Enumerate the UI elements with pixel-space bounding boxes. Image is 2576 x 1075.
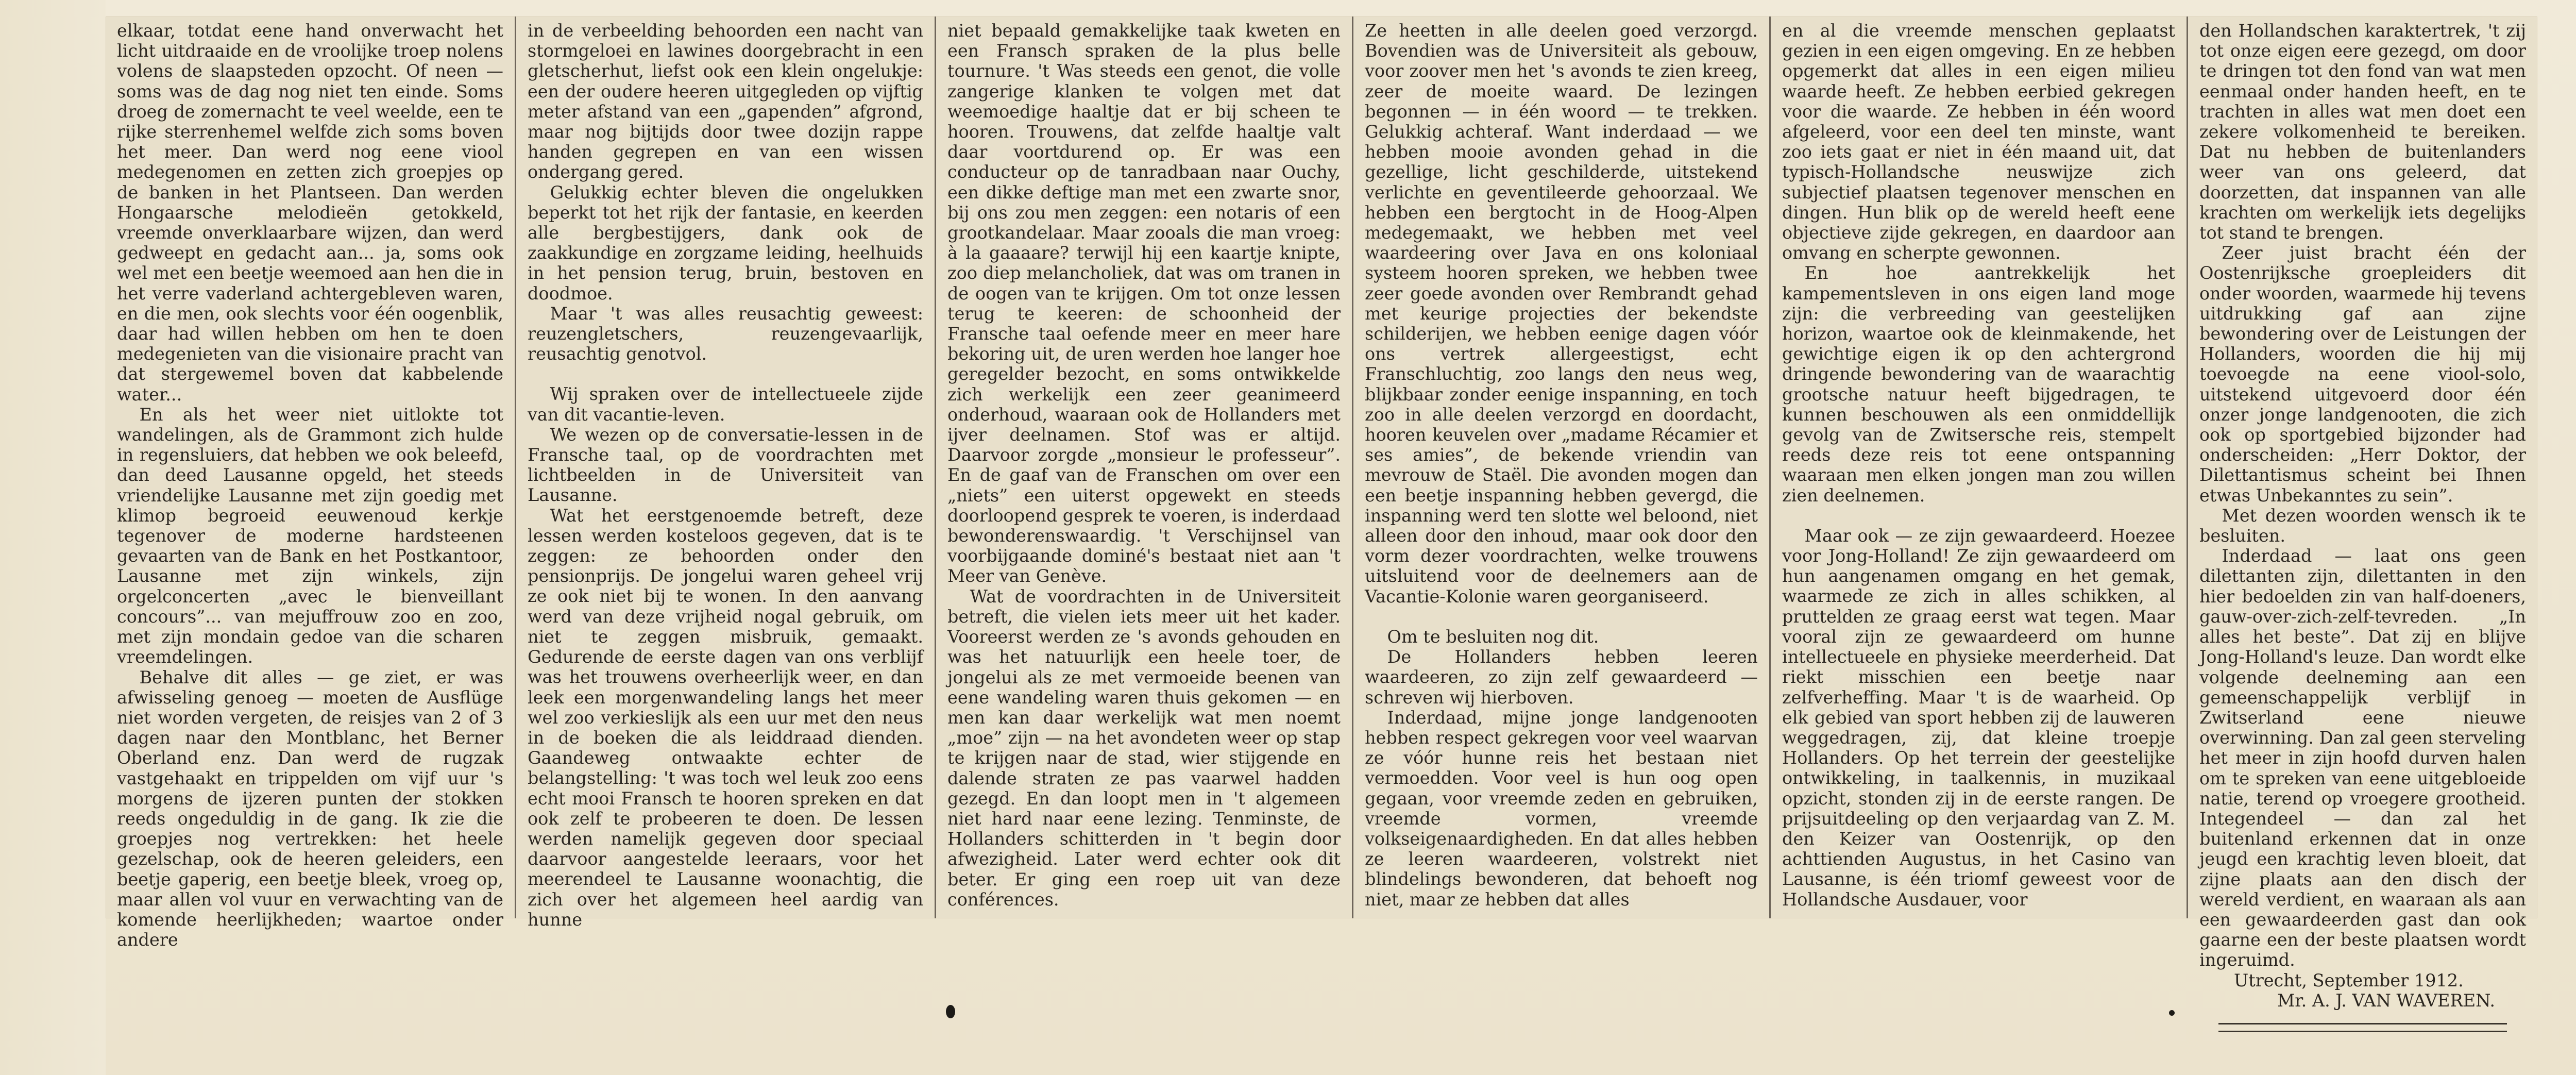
- column-2-paragraph: Wij spraken over de intellectueele zijde van dit vacantie-leven.: [528, 384, 923, 425]
- column-6-paragraph: Inderdaad — laat ons geen dilettanten zijn, dilettanten in den hier bedoelden zin van half-doeners, gauw-over-zich-zelf-tevreden. „In alles het beste”. Dat zij en blijve Jong-Holland's leuze. Dan wordt elke volgende deelneming aan een gemeenschappelijk verblijf in Zwitserland eene nieuwe overwinning. Dan zal geen sterveling het meer in zijn hoofd durven halen om te spreken van eene uitgebloeide natie, terend op vroegere grootheid. Integendeel — dan zal het buitenland erkennen dat in onze jeugd een krachtig leven bloeit, dat zijne plaats aan den disch der wereld verdient, en waaraan als aan een gewaardeerden gast dan ook gaarne een der beste plaatsen wordt ingeruimd.: [2199, 546, 2526, 970]
- ink-spot: [946, 1005, 955, 1018]
- ink-dot: [2169, 1010, 2175, 1016]
- text-column-5: [1771, 16, 2188, 918]
- text-column-1: [106, 16, 516, 950]
- column-3-paragraph: niet bepaald gemakkelijke taak kweten en een Fransch spraken de la plus belle tournure. 't Was steeds een genot, die volle zangerige klanken te volgen met dat weemoedige haaltje dat er bij scheen te hooren. Trouwens, dat zelfde haaltje valt daar voortdurend op. Er was een conducteur op de tanradbaan naar Ouchy, een dikke deftige man met een zwarte snor, bij ons zou men zeggen: een notaris of een grootkandelaar. Maar zooals die man vroeg: à la gaaaare? terwijl hij een kaartje knipte, zoo diep melancholiek, dat was om tranen in de oogen van te krijgen. Om tot onze lessen terug te keeren: de schoonheid der Fransche taal oefende meer en meer hare bekoring uit, de uren werden hoe langer hoe geregelder bezocht, en soms ontwikkelde zich werkelijk een zeer geanimeerd onderhoud, waaraan ook de Hollanders met ijver deelnamen. Stof was er altijd. Daarvoor zorgde „monsieur le professeur”. En de gaaf van de Franschen om over een „niets” een uiterst opgewekt en steeds doorloopend gesprek te voeren, is inderdaad bewonderenswaardig. 't Verschijnsel van voorbijgaande dominé's bestaat niet aan 't Meer van Genève.: [947, 21, 1341, 586]
- newspaper-clipping: [106, 16, 2537, 1011]
- column-2-paragraph: We wezen op de conversatie-lessen in de Fransche taal, op de voordrachten met lichtbeelden in de Universiteit van Lausanne.: [528, 424, 923, 506]
- dateline: Utrecht, September 1912.: [2234, 970, 2464, 990]
- text-column-2: [516, 16, 936, 930]
- column-6-paragraph: den Hollandschen karaktertrek, 't zij tot onze eigen eere gezegd, om door te dringen tot den fond van wat men eenmaal onder handen heeft, en te trachten in alles wat men doet een zekere volkomenheid te bereiken. Dat nu hebben de buitenlanders weer van ons geleerd, dat doorzetten, dat inspannen van alle krachten om werkelijk iets degelijks tot stand te brengen.: [2199, 21, 2526, 243]
- column-1-paragraph: En als het weer niet uitlokte tot wandelingen, als de Grammont zich hulde in regensluiers, dat hebben we ook beleefd, dan deed Lausanne opgeld, het steeds vriendelijke Lausanne met zijn goedig met klimop begroeid eeuwenoud kerkje tegenover de moderne hardsteenen gevaarten van de Bank en het Postkantoor, Lausanne met zijn winkels, zijn orgelconcerten „avec le bienveillant concours”... van mejuffrouw zoo en zoo, met zijn mondain gedoe van die scharen vreemdelingen.: [117, 404, 503, 667]
- column-2-paragraph: Gelukkig echter bleven die ongelukken beperkt tot het rijk der fantasie, en keerden alle bergbestijgers, dank ook de zaakkundige en zorgzame leiding, heelhuids in het pension terug, bruin, bestoven en doodmoe.: [528, 182, 923, 304]
- text-column-4: [1353, 16, 1771, 918]
- column-6-paragraph: Zeer juist bracht één der Oostenrijksche groepleiders dit onder woorden, waarmede hij tevens uitdrukking gaf aan zijne bewondering over de Leistungen der Hollanders, woorden die hij mij toevoegde na eene viool-solo, uitstekend uitgevoerd door één onzer jonge landgenooten, die zich ook op sportgebied bijzonder had onderscheiden: „Herr Doktor, der Dilettantismus scheint bei Ihnen etwas Unbekanntes zu sein”.: [2199, 243, 2526, 506]
- column-1-paragraph: elkaar, totdat eene hand onverwacht het licht uitdraaide en de vroolijke troep nolens volens de slaapsteden opzocht. Of neen — soms was de dag nog niet ten einde. Soms droeg de zomernacht te veel weelde, een te rijke sterrenhemel welfde zich soms boven het meer. Dan werd nog eene viool medegenomen en zetten zich groepjes op de banken in het Plantseen. Dan werden Hongaarsche melodieën getokkeld, vreemde onverklaarbare wijzen, dan werd gedweept en gedacht aan... ja, soms ook wel met een beetje weemoed aan hen die in het verre vaderland achtergebleven waren, en die men, ook slechts voor één oogenblik, daar had willen hebben om hen te doen medegenieten van die visionaire pracht van dat stergewemel boven dat kabbelende water...: [117, 21, 503, 405]
- closing-rule: [2218, 1023, 2507, 1032]
- column-1-paragraph: Behalve dit alles — ge ziet, er was afwisseling genoeg — moeten de Ausflüge niet worden vergeten, de reisjes van 2 of 3 dagen naar den Montblanc, het Berner Oberland enz. Dan werd de rugzak vastgehaakt en trippelden om vijf uur 's morgens de ijzeren punten der stokken reeds ongeduldig in de gang. Ik zie die groepjes nog vertrekken: het heele gezelschap, ook de heeren geleiders, een beetje gaperig, een beetje bleek, vroeg op, maar allen vol vuur en verwachting van de komende heerlijkheden; waartoe onder andere: [117, 667, 503, 950]
- column-6-paragraph: Met dezen woorden wensch ik te besluiten.: [2199, 505, 2526, 546]
- column-5-paragraph: Maar ook — ze zijn gewaardeerd. Hoezee voor Jong-Holland! Ze zijn gewaardeerd om hun aangenamen omgang en het gemak, waarmede ze zich in alles schikken, al pruttelden ze graag eerst wat tegen. Maar vooral zijn ze gewaardeerd om hunne intellectueele en physieke meerderheid. Dat riekt misschien een beetje naar zelfverheffing. Maar 't is de waarheid. Op elk gebied van sport hebben zij de lauweren weggedragen, zij, dat kleine troepje Hollanders. Op het terrein der geestelijke ontwikkeling, in taalkennis, in muzikaal opzicht, stonden zij in de eerste rangen. De prijsuitdeeling op den verjaardag van Z. M. den Keizer van Oostenrijk, op den achttienden Augustus, in het Casino van Lausanne, is één triomf geweest voor de Hollandsche Ausdauer, voor: [1782, 525, 2175, 910]
- text-column-3: [936, 16, 1353, 918]
- paper-margin-left: [0, 0, 106, 1075]
- column-4-paragraph: Inderdaad, mijne jonge landgenooten hebben respect gekregen voor veel waarvan ze vóór hunne reis het bestaan niet vermoedden. Voor veel is hun oog open gegaan, voor vreemde zeden en gebruiken, vreemde vormen, vreemde volkseigenaardigheden. En dat alles hebben ze leeren waardeeren, volstrekt niet blindelings bewonderen, dat behoeft nog niet, maar ze hebben dat alles: [1365, 707, 1758, 910]
- column-2-paragraph: Maar 't was alles reusachtig geweest: reuzengletschers, reuzengevaarlijk, reusachtig genotvol.: [528, 303, 923, 364]
- column-2-paragraph: Wat het eerstgenoemde betreft, deze lessen werden kosteloos gegeven, dat is te zeggen: ze behoorden onder den pensionprijs. De jongelui waren geheel vrij ze ook niet bij te wonen. In den aanvang werd van deze vrijheid nogal gebruik, om niet te zeggen misbruik, gemaakt. Gedurende de eerste dagen van ons verblijf was het trouwens overheerlijk weer, en dan leek een morgenwandeling langs het meer wel zoo verkieslijk als een uur met den neus in de boeken die als leiddraad dienden. Gaandeweg ontwaakte echter de belangstelling: 't was toch wel leuk zoo eens echt mooi Fransch te hooren spreken en dat ook zelf te probeeren te doen. De lessen werden namelijk gegeven door speciaal daarvoor aangestelde leeraars, voor het meerendeel te Lausanne woonachtig, die zich over het algemeen heel aardig van hunne: [528, 505, 923, 930]
- column-4-paragraph: Om te besluiten nog dit.: [1387, 626, 1599, 647]
- column-4-paragraph: Ze heetten in alle deelen goed verzorgd. Bovendien was de Universiteit als gebouw, voor zoover men het 's avonds te zien kreeg, zeer de moeite waard. De lezingen begonnen — in één woord — te trekken. Gelukkig achteraf. Want inderdaad — we hebben mooie avonden gehad in die gezellige, licht geschilderde, uitstekend verlichte en geventileerde gehoorzaal. We hebben een bergtocht in de Hoog-Alpen medegemaakt, we hebben met veel waardeering over Java en ons koloniaal systeem hooren spreken, we hebben twee zeer goede avonden over Rembrandt gehad met keurige projecties der bekendste schilderijen, we hebben eenige dagen vóór ons vertrek allergeestigst, echt Franschluchtig, zoo langs den neus weg, blijkbaar zonder eenige inspanning, en toch zoo in alle deelen verzorgd en doordacht, hooren keuvelen over „madame Récamier et ses amies”, de bekende vriendin van mevrouw de Staël. Die avonden mogen dan een beetje inspanning hebben gevergd, die inspanning werd ten slotte wel beloond, niet alleen door den inhoud, maar ook door den vorm dezer voordrachten, welke trouwens uitsluitend voor de deelnemers aan de Vacantie-Kolonie waren georganiseerd.: [1365, 21, 1758, 607]
- column-5-paragraph: en al die vreemde menschen geplaatst gezien in een eigen omgeving. En ze hebben opgemerkt dat alles in een eigen milieu waarde heeft. Ze hebben eerbied gekregen voor die waarde. Ze hebben in één woord afgeleerd, voor een deel ten minste, want zoo iets gaat er niet in één maand uit, dat typisch-Hollandsche neuswijze zich subjectief plaatsen tegenover menschen en dingen. Hun blik op de wereld heeft eene objectieve zijde gekregen, en daardoor aan omvang en scherpte gewonnen.: [1782, 21, 2175, 263]
- author-signature: Mr. A. J. VAN WAVEREN.: [2277, 990, 2495, 1011]
- column-2-paragraph: in de verbeelding behoorden een nacht van stormgeloei en lawines doorgebracht in een gletscherhut, liefst ook een klein ongelukje: een der oudere heeren uitgegleden op vijftig meter afstand van een „gapenden” afgrond, maar nog bijtijds door twee dozijn rappe handen gegrepen en van een wissen ondergang gered.: [528, 21, 923, 182]
- column-3-paragraph: Wat de voordrachten in de Universiteit betreft, die vielen iets meer uit het kader. Vooreerst werden ze 's avonds gehouden en was het natuurlijk een heele toer, de jongelui als ze met vermoeide beenen van eene wandeling waren thuis gekomen — en men kan daar werkelijk wat men noemt „moe” zijn — na het avondeten weer op stap te krijgen naar de stad, wier stijgende en dalende straten ze pas vaarwel hadden gezegd. En dan loopt men in 't algemeen niet hard naar eene lezing. Tenminste, de Hollanders schitterden in 't begin door afwezigheid. Later werd echter ook dit beter. Er ging een roep uit van deze conférences.: [947, 586, 1341, 910]
- text-column-6: [2188, 16, 2537, 1011]
- column-4-paragraph: De Hollanders hebben leeren waardeeren, zo zijn zelf gewaardeerd — schreven wij hierboven.: [1365, 647, 1758, 708]
- column-5-paragraph: En hoe aantrekkelijk het kampementsleven in ons eigen land moge zijn: die verbreeding van geestelijken horizon, waartoe ook de kleinmakende, het gewichtige eigen ik op den achtergrond dringende bewondering van de waarachtig grootsche natuur heeft bijgedragen, te kunnen beschouwen als een onmiddellijk gevolg van de Zwitsersche reis, stempelt reeds deze reis tot eene ontspanning waaraan men elken jongen man zou willen zien deelnemen.: [1782, 263, 2175, 506]
